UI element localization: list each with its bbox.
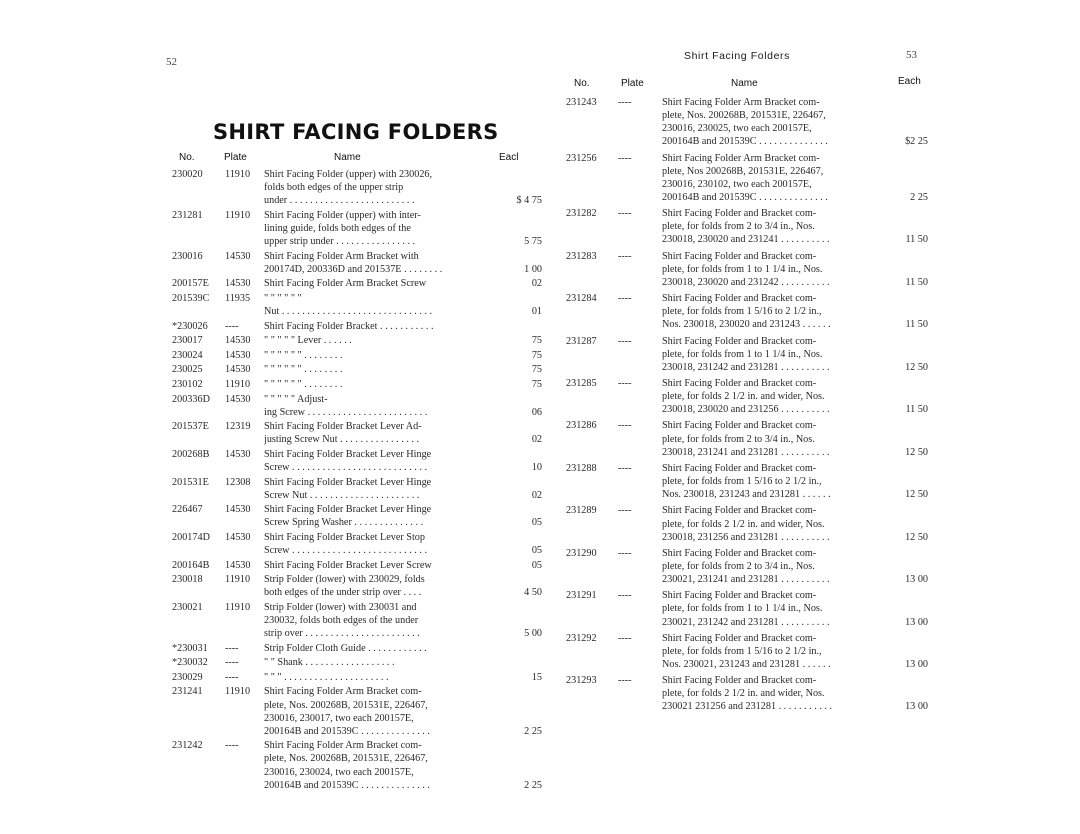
description-line: Shirt Facing Folder and Bracket com- bbox=[662, 675, 817, 687]
plate-number: ---- bbox=[225, 657, 239, 669]
description-line: Screw Spring Washer . . . . . . . . . . . . . . bbox=[264, 517, 424, 529]
part-description bbox=[264, 448, 506, 474]
plate-number: 14530 bbox=[225, 335, 251, 347]
part-description bbox=[264, 642, 506, 655]
description-line: " " " " " " . . . . . . . . bbox=[264, 378, 343, 390]
part-price: 13 00 bbox=[905, 616, 928, 628]
plate-number: ---- bbox=[225, 320, 239, 332]
part-description bbox=[662, 335, 890, 374]
part-number: 230017 bbox=[172, 335, 203, 347]
description-line: Shirt Facing Folder Bracket Lever Hinge bbox=[264, 504, 432, 516]
part-description bbox=[662, 674, 890, 713]
description-line: under . . . . . . . . . . . . . . . . . . . . . . . . . bbox=[264, 195, 415, 207]
part-entry bbox=[172, 378, 542, 391]
part-entry bbox=[172, 393, 542, 419]
part-entry bbox=[566, 632, 928, 671]
part-description bbox=[264, 334, 506, 347]
part-number: 200268B bbox=[172, 448, 210, 460]
description-line: 230018, 230020 and 231242 . . . . . . . . . . bbox=[662, 276, 830, 288]
part-entry bbox=[566, 589, 928, 628]
plate-number: ---- bbox=[618, 420, 632, 432]
part-price: 75 bbox=[531, 349, 542, 361]
description-line: Shirt Facing Folder and Bracket com- bbox=[662, 250, 817, 262]
description-line: Shirt Facing Folder and Bracket com- bbox=[662, 335, 817, 347]
description-line: Shirt Facing Folder and Bracket com- bbox=[662, 505, 817, 517]
part-description bbox=[662, 462, 890, 501]
description-line: plete, for folds 2 1/2 in. and wider, Nos. bbox=[662, 518, 825, 530]
description-line: plete, Nos. 200268B, 201531E, 226467, bbox=[662, 110, 826, 122]
plate-number: 11910 bbox=[225, 378, 251, 390]
part-price: 2 25 bbox=[524, 779, 542, 791]
part-number: 231290 bbox=[566, 547, 597, 559]
part-description bbox=[662, 250, 890, 289]
part-description bbox=[662, 419, 890, 458]
description-line: plete, Nos 200268B, 201531E, 226467, bbox=[662, 165, 824, 177]
part-number: 230016 bbox=[172, 250, 203, 262]
part-description bbox=[264, 601, 506, 640]
description-line: " " " " " " . . . . . . . . bbox=[264, 349, 343, 361]
part-description bbox=[264, 250, 506, 276]
part-number: 230025 bbox=[172, 364, 203, 376]
part-entry bbox=[172, 531, 542, 557]
part-price: 1 00 bbox=[524, 263, 542, 275]
description-line: " " Shank . . . . . . . . . . . . . . . . . . bbox=[264, 657, 395, 669]
plate-number: ---- bbox=[618, 590, 632, 602]
part-description bbox=[662, 589, 890, 628]
plate-number: ---- bbox=[225, 740, 239, 752]
description-line: Shirt Facing Folder and Bracket com- bbox=[662, 632, 817, 644]
part-price: 75 bbox=[531, 335, 542, 347]
description-line: 230016, 230017, two each 200157E, bbox=[264, 712, 414, 724]
part-number: *230031 bbox=[172, 642, 208, 654]
description-line: " " " " " Lever . . . . . . bbox=[264, 335, 352, 347]
description-line: Shirt Facing Folder and Bracket com- bbox=[662, 420, 817, 432]
part-description bbox=[264, 277, 506, 290]
part-entry bbox=[172, 503, 542, 529]
part-number: 231283 bbox=[566, 250, 597, 262]
part-description bbox=[264, 420, 506, 446]
part-price: 10 bbox=[531, 461, 542, 473]
description-line: 230016, 230102, two each 200157E, bbox=[662, 178, 812, 190]
part-price: 5 75 bbox=[524, 235, 542, 247]
part-number: 231292 bbox=[566, 632, 597, 644]
right-page-number: 53 bbox=[906, 49, 917, 61]
right-col-plate-header: Plate bbox=[621, 78, 644, 89]
part-number: 230020 bbox=[172, 169, 203, 180]
part-number: 200336D bbox=[172, 393, 210, 405]
part-description bbox=[264, 393, 506, 419]
part-number: 231241 bbox=[172, 686, 203, 698]
part-description bbox=[264, 573, 506, 599]
part-price: 11 50 bbox=[905, 404, 928, 416]
part-number: 231293 bbox=[566, 675, 597, 687]
description-line: " " " " " " bbox=[264, 292, 302, 304]
description-line: Strip Folder (lower) with 230031 and bbox=[264, 601, 417, 613]
part-price: 02 bbox=[531, 278, 542, 290]
description-line: plete, Nos. 200268B, 201531E, 226467, bbox=[264, 699, 428, 711]
part-description bbox=[662, 377, 890, 416]
part-description bbox=[264, 559, 506, 572]
part-description bbox=[662, 292, 890, 331]
plate-number: ---- bbox=[618, 208, 632, 220]
part-number: 200164B bbox=[172, 559, 210, 571]
part-entry bbox=[566, 547, 928, 586]
part-description bbox=[264, 671, 506, 684]
part-price: 12 50 bbox=[905, 531, 928, 543]
description-line: Shirt Facing Folder Bracket Lever Ad- bbox=[264, 421, 422, 433]
part-description bbox=[662, 96, 890, 148]
part-entry bbox=[172, 209, 542, 248]
part-price: 05 bbox=[531, 545, 542, 557]
plate-number: 14530 bbox=[225, 349, 251, 361]
part-number: 231243 bbox=[566, 97, 597, 108]
part-number: 231287 bbox=[566, 335, 597, 347]
plate-number: 11910 bbox=[225, 209, 251, 221]
plate-number: 12308 bbox=[225, 476, 251, 488]
plate-number: 14530 bbox=[225, 531, 251, 543]
description-line: Strip Folder Cloth Guide . . . . . . . . . . . . bbox=[264, 642, 427, 654]
description-line: strip over . . . . . . . . . . . . . . . . . . . . . . . bbox=[264, 628, 420, 640]
part-number: 231288 bbox=[566, 462, 597, 474]
part-entry bbox=[172, 559, 542, 572]
description-line: plete, for folds from 1 to 1 1/4 in., Nos. bbox=[662, 348, 823, 360]
description-line: plete, for folds from 1 to 1 1/4 in., Nos. bbox=[662, 263, 823, 275]
part-entry bbox=[172, 250, 542, 276]
part-number: 200174D bbox=[172, 531, 210, 543]
part-description bbox=[264, 349, 506, 362]
part-description bbox=[264, 209, 506, 248]
part-price: 75 bbox=[531, 378, 542, 390]
part-price: 13 00 bbox=[905, 701, 928, 713]
description-line: Screw . . . . . . . . . . . . . . . . . . . . . . . . . . . bbox=[264, 545, 427, 557]
plate-number: 14530 bbox=[225, 393, 251, 405]
plate-number: ---- bbox=[618, 462, 632, 474]
part-description bbox=[662, 207, 890, 246]
left-page-number: 52 bbox=[166, 56, 177, 68]
part-price: 12 50 bbox=[905, 361, 928, 373]
description-line: folds both edges of the upper strip bbox=[264, 182, 404, 194]
description-line: justing Screw Nut . . . . . . . . . . . . . . . . bbox=[264, 434, 420, 446]
plate-number: 11910 bbox=[225, 574, 251, 586]
part-entry bbox=[172, 292, 542, 318]
part-number: 230018 bbox=[172, 574, 203, 586]
plate-number: ---- bbox=[618, 250, 632, 262]
part-price: 12 50 bbox=[905, 446, 928, 458]
description-line: 230016, 230025, two each 200157E, bbox=[662, 123, 812, 135]
part-entry bbox=[566, 152, 928, 204]
part-price: 12 50 bbox=[905, 489, 928, 501]
part-entry bbox=[172, 601, 542, 640]
description-line: plete, Nos. 200268B, 201531E, 226467, bbox=[264, 753, 428, 765]
part-number: 231282 bbox=[566, 208, 597, 220]
part-entry bbox=[566, 250, 928, 289]
part-price: 75 bbox=[531, 364, 542, 376]
plate-number: 14530 bbox=[225, 250, 251, 262]
part-description bbox=[264, 292, 506, 318]
description-line: 230018, 231242 and 231281 . . . . . . . . . . bbox=[662, 361, 830, 373]
description-line: 200174D, 200336D and 201537E . . . . . . . . bbox=[264, 263, 443, 275]
description-line: Nut . . . . . . . . . . . . . . . . . . . . . . . . . . . . . . bbox=[264, 305, 433, 317]
description-line: 230018, 231241 and 231281 . . . . . . . . . . bbox=[662, 446, 830, 458]
part-entry bbox=[566, 335, 928, 374]
part-number: 230024 bbox=[172, 349, 203, 361]
part-price: 06 bbox=[531, 406, 542, 418]
part-entry bbox=[566, 96, 928, 148]
part-price: 05 bbox=[531, 559, 542, 571]
plate-number: ---- bbox=[618, 378, 632, 389]
part-entry bbox=[172, 448, 542, 474]
part-description bbox=[662, 632, 890, 671]
description-line: plete, for folds from 1 to 1 1/4 in., Nos. bbox=[662, 603, 823, 615]
part-entry bbox=[172, 363, 542, 376]
right-col-each-header: Each bbox=[898, 76, 921, 87]
part-description bbox=[264, 168, 506, 207]
plate-number: 14530 bbox=[225, 504, 251, 516]
plate-number: ---- bbox=[225, 642, 239, 654]
description-line: Shirt Facing Folder and Bracket com- bbox=[662, 378, 817, 389]
part-entry bbox=[172, 671, 542, 684]
plate-number: ---- bbox=[618, 505, 632, 517]
description-line: " " " . . . . . . . . . . . . . . . . . . . . . bbox=[264, 671, 389, 683]
plate-number: ---- bbox=[618, 335, 632, 347]
description-line: Shirt Facing Folder (upper) with 230026, bbox=[264, 169, 433, 180]
part-description bbox=[662, 504, 890, 543]
left-col-no-header: No. bbox=[179, 152, 195, 163]
description-line: Shirt Facing Folder Bracket . . . . . . . . . . . bbox=[264, 320, 434, 332]
part-number: 231242 bbox=[172, 740, 203, 752]
part-number: 230029 bbox=[172, 671, 203, 683]
left-col-name-header: Name bbox=[334, 152, 361, 163]
description-line: Shirt Facing Folder Bracket Lever Hinge bbox=[264, 448, 432, 460]
part-price: 01 bbox=[531, 305, 542, 317]
description-line: Shirt Facing Folder Arm Bracket with bbox=[264, 250, 419, 262]
description-line: Shirt Facing Folder Arm Bracket Screw bbox=[264, 278, 427, 290]
description-line: " " " " " " . . . . . . . . bbox=[264, 364, 343, 376]
part-entry bbox=[172, 420, 542, 446]
part-number: 231291 bbox=[566, 590, 597, 602]
part-number: 200157E bbox=[172, 278, 209, 290]
left-parts-list bbox=[172, 168, 542, 793]
description-line: 200164B and 201539C . . . . . . . . . . . . . . bbox=[662, 136, 828, 148]
description-line: 230016, 230024, two each 200157E, bbox=[264, 766, 414, 778]
description-line: plete, for folds from 2 to 3/4 in., Nos. bbox=[662, 433, 815, 445]
right-col-no-header: No. bbox=[574, 78, 590, 89]
part-entry bbox=[172, 334, 542, 347]
part-entry bbox=[566, 674, 928, 713]
description-line: Shirt Facing Folder Arm Bracket com- bbox=[662, 97, 820, 108]
part-number: 231286 bbox=[566, 420, 597, 432]
part-price: 02 bbox=[531, 489, 542, 501]
description-line: 230018, 230020 and 231256 . . . . . . . . . . bbox=[662, 404, 830, 416]
description-line: 230021, 231242 and 231281 . . . . . . . . . . bbox=[662, 616, 830, 628]
description-line: both edges of the under strip over . . . . bbox=[264, 587, 422, 599]
plate-number: ---- bbox=[618, 152, 632, 164]
part-entry bbox=[172, 739, 542, 791]
part-number: 230102 bbox=[172, 378, 203, 390]
part-number: 201539C bbox=[172, 292, 210, 304]
plate-number: ---- bbox=[618, 632, 632, 644]
description-line: upper strip under . . . . . . . . . . . . . . . . bbox=[264, 235, 416, 247]
part-number: 231281 bbox=[172, 209, 203, 221]
description-line: Nos. 230018, 230020 and 231243 . . . . . . bbox=[662, 319, 831, 331]
description-line: Shirt Facing Folder Arm Bracket com- bbox=[264, 740, 422, 752]
part-entry bbox=[566, 504, 928, 543]
part-number: 230021 bbox=[172, 601, 203, 613]
description-line: Shirt Facing Folder and Bracket com- bbox=[662, 208, 817, 220]
part-description bbox=[264, 739, 506, 791]
part-entry bbox=[566, 292, 928, 331]
description-line: 230032, folds both edges of the under bbox=[264, 615, 419, 626]
part-number: 231256 bbox=[566, 152, 597, 164]
running-header: Shirt Facing Folders bbox=[684, 50, 790, 62]
right-col-name-header: Name bbox=[731, 78, 758, 89]
part-entry bbox=[172, 349, 542, 362]
plate-number: 11910 bbox=[225, 601, 251, 613]
part-entry bbox=[172, 277, 542, 290]
description-line: 230018, 230020 and 231241 . . . . . . . . . . bbox=[662, 234, 830, 246]
part-entry bbox=[172, 685, 542, 737]
left-col-each-header: Eacl bbox=[499, 152, 519, 163]
description-line: Screw . . . . . . . . . . . . . . . . . . . . . . . . . . . bbox=[264, 461, 427, 473]
part-entry bbox=[566, 377, 928, 416]
part-price: 13 00 bbox=[905, 574, 928, 586]
description-line: Strip Folder (lower) with 230029, folds bbox=[264, 574, 425, 586]
part-price: 05 bbox=[531, 517, 542, 529]
description-line: 230021, 231241 and 231281 . . . . . . . . . . bbox=[662, 574, 830, 586]
right-parts-list bbox=[566, 96, 928, 717]
part-entry bbox=[566, 419, 928, 458]
plate-number: 14530 bbox=[225, 559, 251, 571]
description-line: 200164B and 201539C . . . . . . . . . . . . . . bbox=[662, 191, 828, 203]
description-line: Shirt Facing Folder and Bracket com- bbox=[662, 590, 817, 602]
description-line: Shirt Facing Folder Bracket Lever Hinge bbox=[264, 476, 432, 488]
left-col-plate-header: Plate bbox=[224, 152, 247, 163]
part-entry bbox=[566, 207, 928, 246]
description-line: ing Screw . . . . . . . . . . . . . . . . . . . . . . . . bbox=[264, 406, 428, 418]
part-description bbox=[264, 656, 506, 669]
part-number: 201531E bbox=[172, 476, 209, 488]
part-description bbox=[662, 547, 890, 586]
part-price: 2 25 bbox=[524, 725, 542, 737]
part-entry bbox=[172, 168, 542, 207]
page-title: SHIRT FACING FOLDERS bbox=[213, 120, 499, 144]
description-line: Shirt Facing Folder Bracket Lever Stop bbox=[264, 531, 425, 543]
description-line: 230021 231256 and 231281 . . . . . . . . . . . bbox=[662, 701, 833, 713]
part-number: 226467 bbox=[172, 504, 203, 516]
description-line: Nos. 230021, 231243 and 231281 . . . . . . bbox=[662, 659, 831, 670]
description-line: plete, for folds from 1 5/16 to 2 1/2 in., bbox=[662, 645, 822, 657]
part-entry bbox=[566, 462, 928, 501]
part-number: *230032 bbox=[172, 657, 208, 669]
part-price: 02 bbox=[531, 434, 542, 446]
part-description bbox=[264, 378, 506, 391]
description-line: 200164B and 201539C . . . . . . . . . . . . . . bbox=[264, 725, 430, 737]
plate-number: 12319 bbox=[225, 421, 251, 433]
description-line: 200164B and 201539C . . . . . . . . . . . . . . bbox=[264, 779, 430, 791]
description-line: Shirt Facing Folder (upper) with inter- bbox=[264, 209, 421, 221]
part-entry bbox=[172, 573, 542, 599]
description-line: Shirt Facing Folder and Bracket com- bbox=[662, 462, 817, 474]
plate-number: 14530 bbox=[225, 364, 251, 376]
description-line: " " " " " Adjust- bbox=[264, 393, 328, 405]
plate-number: ---- bbox=[618, 547, 632, 559]
description-line: plete, for folds 2 1/2 in. and wider, Nos. bbox=[662, 688, 825, 700]
description-line: Shirt Facing Folder Arm Bracket com- bbox=[264, 686, 422, 698]
part-description bbox=[264, 476, 506, 502]
description-line: Shirt Facing Folder Bracket Lever Screw bbox=[264, 559, 432, 571]
description-line: plete, for folds from 1 5/16 to 2 1/2 in., bbox=[662, 476, 822, 488]
part-number: 231284 bbox=[566, 293, 597, 305]
part-number: 231289 bbox=[566, 505, 597, 517]
part-description bbox=[264, 363, 506, 376]
part-number: 201537E bbox=[172, 421, 209, 433]
description-line: lining guide, folds both edges of the bbox=[264, 222, 411, 234]
part-number: 231285 bbox=[566, 378, 597, 389]
part-description bbox=[264, 503, 506, 529]
plate-number: ---- bbox=[618, 97, 632, 108]
plate-number: 11935 bbox=[225, 292, 251, 304]
description-line: Shirt Facing Folder and Bracket com- bbox=[662, 547, 817, 559]
part-price: 15 bbox=[531, 671, 542, 683]
part-price: $2 25 bbox=[905, 136, 928, 148]
plate-number: 14530 bbox=[225, 448, 251, 460]
part-price: 11 50 bbox=[905, 234, 928, 246]
part-price: $ 4 75 bbox=[516, 195, 542, 207]
plate-number: ---- bbox=[618, 293, 632, 305]
part-price: 5 00 bbox=[524, 628, 542, 640]
plate-number: 11910 bbox=[225, 686, 251, 698]
plate-number: 11910 bbox=[225, 169, 251, 180]
part-description bbox=[264, 685, 506, 737]
part-entry bbox=[172, 476, 542, 502]
description-line: 230018, 231256 and 231281 . . . . . . . . . . bbox=[662, 531, 830, 543]
description-line: plete, for folds from 2 to 3/4 in., Nos. bbox=[662, 560, 815, 572]
description-line: Screw Nut . . . . . . . . . . . . . . . . . . . . . . bbox=[264, 489, 420, 501]
part-entry bbox=[172, 642, 542, 655]
description-line: Shirt Facing Folder and Bracket com- bbox=[662, 293, 817, 305]
description-line: Nos. 230018, 231243 and 231281 . . . . . . bbox=[662, 489, 831, 501]
description-line: Shirt Facing Folder Arm Bracket com- bbox=[662, 152, 820, 164]
part-description bbox=[264, 531, 506, 557]
description-line: plete, for folds from 2 to 3/4 in., Nos. bbox=[662, 221, 815, 233]
part-price: 13 00 bbox=[905, 659, 928, 670]
plate-number: ---- bbox=[225, 671, 239, 683]
part-price: 11 50 bbox=[905, 319, 928, 331]
part-entry bbox=[172, 656, 542, 669]
description-line: plete, for folds 2 1/2 in. and wider, Nos. bbox=[662, 391, 825, 403]
part-price: 11 50 bbox=[905, 276, 928, 288]
description-line: plete, for folds from 1 5/16 to 2 1/2 in., bbox=[662, 306, 822, 318]
plate-number: ---- bbox=[618, 675, 632, 687]
part-description bbox=[662, 152, 890, 204]
part-description bbox=[264, 320, 506, 333]
plate-number: 14530 bbox=[225, 278, 251, 290]
part-price: 4 50 bbox=[524, 587, 542, 599]
part-entry bbox=[172, 320, 542, 333]
part-number: *230026 bbox=[172, 320, 208, 332]
part-price: 2 25 bbox=[910, 191, 928, 203]
